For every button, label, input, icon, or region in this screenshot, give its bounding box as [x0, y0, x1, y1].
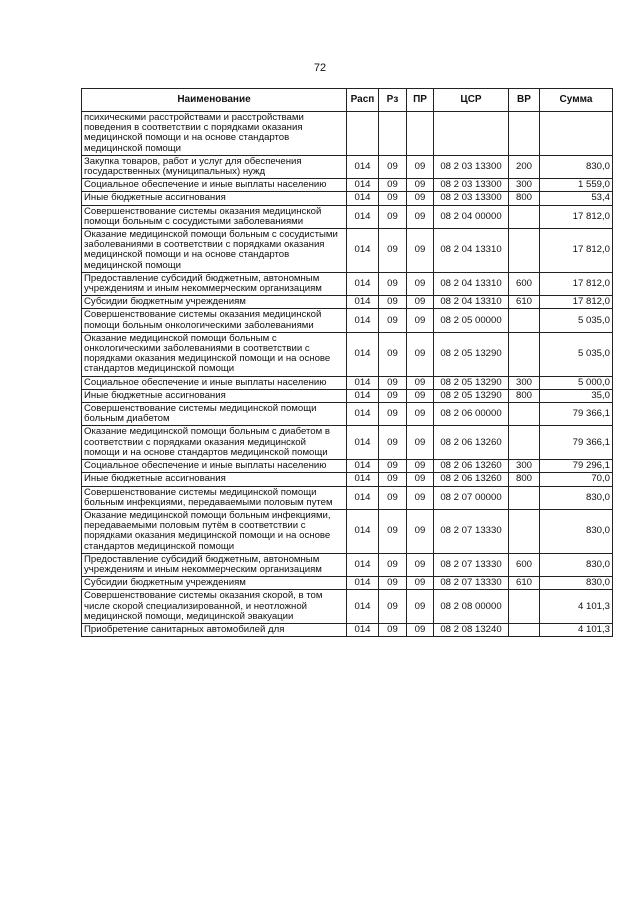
cell-rasp: 014: [347, 389, 379, 402]
cell-rz: 09: [379, 155, 407, 178]
table-row: [82, 155, 613, 178]
cell-rasp: 014: [347, 623, 379, 636]
cell-vr: [509, 623, 540, 636]
cell-sum: 5 035,0: [540, 309, 613, 332]
table-row: [82, 590, 613, 624]
table-row: [82, 403, 613, 426]
cell-csr: 08 2 05 00000: [434, 309, 509, 332]
cell-sum: 5 035,0: [540, 332, 613, 376]
cell-pr: 09: [407, 460, 434, 473]
cell-pr: 09: [407, 426, 434, 460]
table-row: [82, 623, 613, 636]
cell-csr: 08 2 04 00000: [434, 205, 509, 228]
cell-vr: 610: [509, 577, 540, 590]
cell-vr: [509, 590, 540, 624]
cell-sum: 830,0: [540, 509, 613, 553]
header-pr: ПР: [407, 89, 434, 112]
cell-rasp: 014: [347, 155, 379, 178]
cell-name: Оказание медицинской помощи больным с сосудистыми заболеваниями в соответствии с порядками оказания медицинской помощи и на основе стандартов медицинской помощи: [82, 229, 347, 273]
cell-rz: 09: [379, 590, 407, 624]
cell-name: Оказание медицинской помощи больным с диабетом в соответствии с порядками оказания медицинской помощи и на основе стандартов медицинской помощи: [82, 426, 347, 460]
cell-name: Оказание медицинской помощи больным инфекциями, передаваемыми половым путём в соответствии с порядками оказания медицинской помощи и на основе стандартов медицинской помощи: [82, 509, 347, 553]
header-name: Наименование: [82, 89, 347, 112]
cell-pr: 09: [407, 486, 434, 509]
cell-rz: 09: [379, 229, 407, 273]
cell-rasp: 014: [347, 577, 379, 590]
cell-sum: [540, 112, 613, 156]
cell-name: Иные бюджетные ассигнования: [82, 389, 347, 402]
cell-sum: 79 366,1: [540, 403, 613, 426]
header-csr: ЦСР: [434, 89, 509, 112]
cell-sum: 35,0: [540, 389, 613, 402]
cell-pr: 09: [407, 179, 434, 192]
cell-vr: [509, 309, 540, 332]
cell-sum: 830,0: [540, 553, 613, 576]
cell-rz: 09: [379, 376, 407, 389]
cell-rz: 09: [379, 272, 407, 295]
table-row: [82, 577, 613, 590]
cell-csr: 08 2 08 00000: [434, 590, 509, 624]
cell-name: Социальное обеспечение и иные выплаты населению: [82, 179, 347, 192]
cell-csr: 08 2 07 13330: [434, 577, 509, 590]
cell-vr: 300: [509, 376, 540, 389]
table-row: [82, 296, 613, 309]
cell-rz: 09: [379, 389, 407, 402]
cell-csr: 08 2 03 13300: [434, 155, 509, 178]
cell-rasp: 014: [347, 553, 379, 576]
cell-sum: 17 812,0: [540, 272, 613, 295]
cell-rasp: 014: [347, 309, 379, 332]
cell-vr: [509, 486, 540, 509]
cell-name: психическими расстройствами и расстройствами поведения в соответствии с порядками оказания медицинской помощи и на основе стандартов медицинской помощи: [82, 112, 347, 156]
cell-pr: 09: [407, 192, 434, 205]
cell-vr: 800: [509, 473, 540, 486]
cell-name: Совершенствование системы медицинской помощи больным инфекциями, передаваемыми половым путем: [82, 486, 347, 509]
cell-rz: 09: [379, 486, 407, 509]
cell-pr: 09: [407, 205, 434, 228]
table-row: [82, 553, 613, 576]
table-header: [82, 89, 613, 112]
cell-csr: 08 2 03 13300: [434, 192, 509, 205]
cell-rz: 09: [379, 403, 407, 426]
budget-table: [81, 88, 613, 637]
cell-rz: 09: [379, 205, 407, 228]
cell-rasp: 014: [347, 272, 379, 295]
cell-name: Предоставление субсидий бюджетным, автономным учреждениям и иным некоммерческим организациям: [82, 553, 347, 576]
cell-csr: 08 2 04 13310: [434, 229, 509, 273]
cell-pr: 09: [407, 577, 434, 590]
cell-pr: 09: [407, 389, 434, 402]
cell-pr: 09: [407, 509, 434, 553]
cell-name: Оказание медицинской помощи больным с онкологическими заболеваниями в соответствии с порядками оказания медицинской помощи и на основе стандартов медицинской помощи: [82, 332, 347, 376]
cell-pr: 09: [407, 403, 434, 426]
cell-sum: 1 559,0: [540, 179, 613, 192]
cell-pr: 09: [407, 272, 434, 295]
page-number: 72: [313, 62, 327, 74]
cell-vr: [509, 229, 540, 273]
cell-rasp: 014: [347, 229, 379, 273]
cell-sum: 17 812,0: [540, 205, 613, 228]
cell-rasp: 014: [347, 179, 379, 192]
table-row: [82, 473, 613, 486]
cell-pr: 09: [407, 473, 434, 486]
cell-rasp: 014: [347, 332, 379, 376]
cell-vr: 200: [509, 155, 540, 178]
cell-name: Совершенствование системы оказания медицинской помощи больным с сосудистыми заболеваниями: [82, 205, 347, 228]
cell-csr: 08 2 07 13330: [434, 509, 509, 553]
cell-sum: 830,0: [540, 577, 613, 590]
cell-rasp: 014: [347, 426, 379, 460]
cell-pr: 09: [407, 155, 434, 178]
cell-rasp: [347, 112, 379, 156]
cell-rz: 09: [379, 309, 407, 332]
cell-rasp: 014: [347, 486, 379, 509]
cell-sum: 4 101,3: [540, 590, 613, 624]
table-row: [82, 309, 613, 332]
cell-pr: 09: [407, 296, 434, 309]
cell-name: Закупка товаров, работ и услуг для обеспечения государственных (муниципальных) нужд: [82, 155, 347, 178]
table-row: [82, 192, 613, 205]
cell-name: Совершенствование системы медицинской помощи больным диабетом: [82, 403, 347, 426]
cell-rz: 09: [379, 473, 407, 486]
cell-pr: 09: [407, 332, 434, 376]
table-row: [82, 486, 613, 509]
cell-csr: 08 2 08 13240: [434, 623, 509, 636]
table-row: [82, 376, 613, 389]
cell-csr: 08 2 03 13300: [434, 179, 509, 192]
cell-rz: 09: [379, 460, 407, 473]
cell-sum: 830,0: [540, 486, 613, 509]
cell-sum: 17 812,0: [540, 296, 613, 309]
cell-sum: 53,4: [540, 192, 613, 205]
cell-name: Совершенствование системы оказания скорой, в том числе скорой специализированной, и неотложной медицинской помощи, медицинской эвакуации: [82, 590, 347, 624]
cell-sum: 79 296,1: [540, 460, 613, 473]
cell-rz: 09: [379, 577, 407, 590]
cell-sum: 830,0: [540, 155, 613, 178]
cell-pr: 09: [407, 309, 434, 332]
cell-name: Предоставление субсидий бюджетным, автономным учреждениям и иным некоммерческим организациям: [82, 272, 347, 295]
table-row: [82, 229, 613, 273]
cell-csr: 08 2 07 00000: [434, 486, 509, 509]
header-rz: Рз: [379, 89, 407, 112]
cell-vr: [509, 403, 540, 426]
cell-csr: 08 2 05 13290: [434, 332, 509, 376]
table-row: [82, 460, 613, 473]
cell-rz: 09: [379, 192, 407, 205]
cell-vr: 600: [509, 272, 540, 295]
cell-rz: [379, 112, 407, 156]
cell-vr: [509, 205, 540, 228]
cell-csr: 08 2 05 13290: [434, 389, 509, 402]
cell-vr: 300: [509, 179, 540, 192]
cell-csr: 08 2 04 13310: [434, 296, 509, 309]
header-vr: ВР: [509, 89, 540, 112]
header-sum: Сумма: [540, 89, 613, 112]
cell-rz: 09: [379, 509, 407, 553]
cell-vr: [509, 332, 540, 376]
cell-pr: 09: [407, 623, 434, 636]
cell-pr: 09: [407, 229, 434, 273]
cell-rasp: 014: [347, 192, 379, 205]
table-row: [82, 389, 613, 402]
cell-sum: 79 366,1: [540, 426, 613, 460]
cell-name: Социальное обеспечение и иные выплаты населению: [82, 460, 347, 473]
cell-rasp: 014: [347, 205, 379, 228]
cell-rz: 09: [379, 623, 407, 636]
table-row: [82, 509, 613, 553]
cell-name: Иные бюджетные ассигнования: [82, 192, 347, 205]
cell-csr: 08 2 05 13290: [434, 376, 509, 389]
cell-rasp: 014: [347, 403, 379, 426]
table-row: [82, 112, 613, 156]
cell-csr: 08 2 06 13260: [434, 426, 509, 460]
cell-sum: 70,0: [540, 473, 613, 486]
cell-pr: 09: [407, 553, 434, 576]
cell-name: Приобретение санитарных автомобилей для: [82, 623, 347, 636]
cell-pr: 09: [407, 376, 434, 389]
cell-rasp: 014: [347, 296, 379, 309]
cell-vr: 800: [509, 389, 540, 402]
header-rasp: Расп: [347, 89, 379, 112]
cell-vr: 600: [509, 553, 540, 576]
cell-pr: 09: [407, 590, 434, 624]
cell-csr: [434, 112, 509, 156]
cell-name: Иные бюджетные ассигнования: [82, 473, 347, 486]
cell-name: Социальное обеспечение и иные выплаты населению: [82, 376, 347, 389]
cell-vr: [509, 509, 540, 553]
cell-rz: 09: [379, 426, 407, 460]
table-row: [82, 179, 613, 192]
cell-sum: 4 101,3: [540, 623, 613, 636]
cell-rz: 09: [379, 179, 407, 192]
cell-vr: [509, 112, 540, 156]
cell-csr: 08 2 07 13330: [434, 553, 509, 576]
table-row: [82, 272, 613, 295]
cell-csr: 08 2 04 13310: [434, 272, 509, 295]
cell-vr: [509, 426, 540, 460]
cell-rasp: 014: [347, 590, 379, 624]
cell-rasp: 014: [347, 473, 379, 486]
cell-rasp: 014: [347, 460, 379, 473]
cell-pr: [407, 112, 434, 156]
cell-name: Субсидии бюджетным учреждениям: [82, 296, 347, 309]
cell-rz: 09: [379, 296, 407, 309]
cell-csr: 08 2 06 00000: [434, 403, 509, 426]
cell-csr: 08 2 06 13260: [434, 473, 509, 486]
table-row: [82, 332, 613, 376]
table-row: [82, 426, 613, 460]
table-row: [82, 205, 613, 228]
table-body: [82, 112, 613, 637]
cell-rz: 09: [379, 553, 407, 576]
cell-rasp: 014: [347, 376, 379, 389]
cell-rasp: 014: [347, 509, 379, 553]
cell-rz: 09: [379, 332, 407, 376]
cell-csr: 08 2 06 13260: [434, 460, 509, 473]
cell-vr: 610: [509, 296, 540, 309]
cell-vr: 800: [509, 192, 540, 205]
cell-vr: 300: [509, 460, 540, 473]
cell-name: Совершенствование системы оказания медицинской помощи больным онкологическими заболеваниями: [82, 309, 347, 332]
cell-sum: 5 000,0: [540, 376, 613, 389]
cell-name: Субсидии бюджетным учреждениям: [82, 577, 347, 590]
header-row: [82, 89, 613, 112]
cell-sum: 17 812,0: [540, 229, 613, 273]
